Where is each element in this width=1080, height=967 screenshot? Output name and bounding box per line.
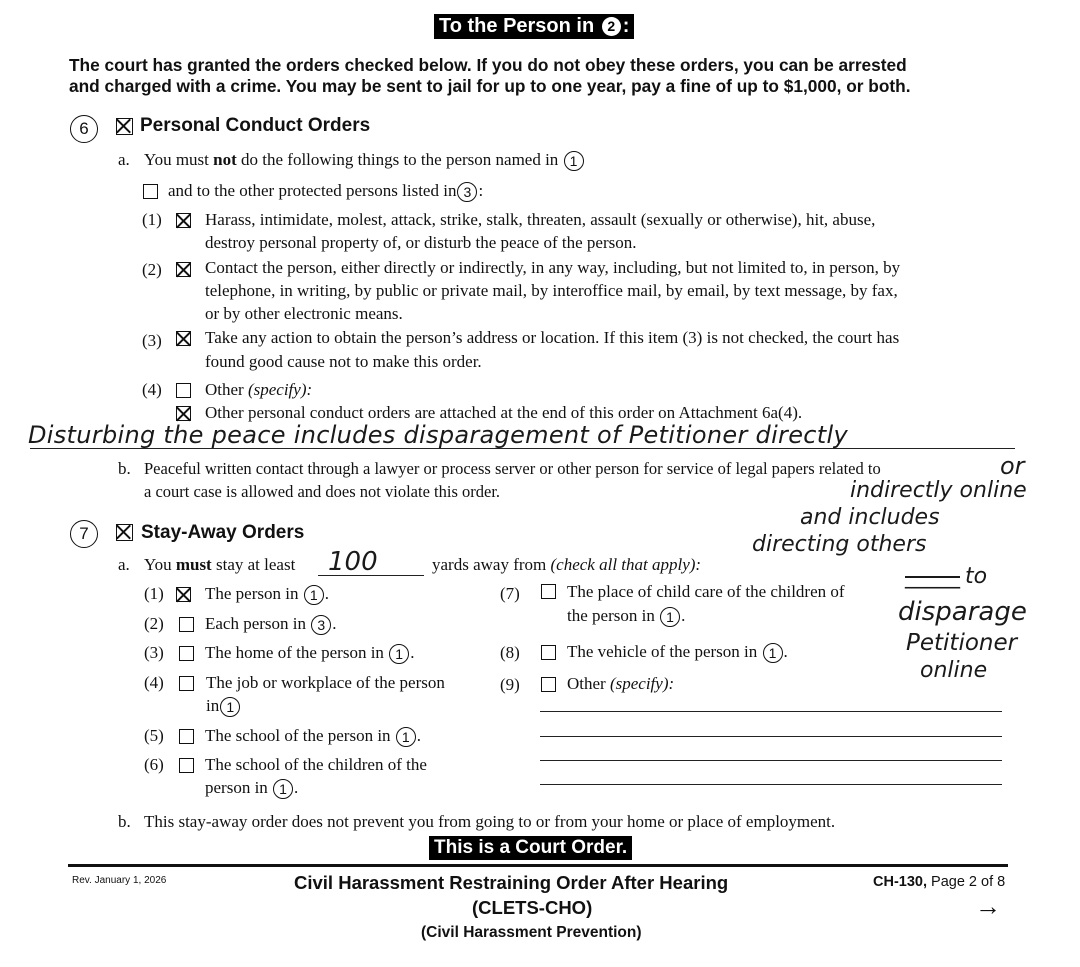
item-7a4-checkbox[interactable] bbox=[179, 676, 194, 695]
to-person-banner bbox=[434, 14, 634, 39]
margin-note-line-6: Petitioner bbox=[906, 630, 1018, 656]
section-6-checkbox[interactable] bbox=[116, 118, 133, 139]
section-6b-label: b. bbox=[118, 459, 131, 478]
item-6a1-number: (1) bbox=[142, 210, 162, 229]
margin-note-or: or bbox=[1000, 452, 1025, 480]
banner-prefix: To the Person in bbox=[439, 15, 595, 37]
margin-note-strikeout: _____ bbox=[905, 564, 960, 589]
item-7a3-text: The home of the person in 1 . bbox=[205, 643, 415, 662]
banner-person-number: 2 bbox=[602, 17, 621, 36]
margin-note-line-7: online bbox=[920, 658, 988, 683]
item-6a2-text-2: telephone, in writing, by public or private mail, by interoffice mail, by email, by text message, by fax, bbox=[205, 281, 898, 300]
item-7a7-text-2: the person in 1 . bbox=[567, 606, 686, 625]
section-7a-text-post: yards away from (check all that apply): bbox=[432, 555, 702, 574]
item-6a2-number: (2) bbox=[142, 260, 162, 279]
section-6b-text-2: a court case is allowed and does not violate this order. bbox=[144, 482, 501, 501]
item-7a6-checkbox[interactable] bbox=[179, 758, 194, 777]
item-7a2-text: Each person in 3 . bbox=[205, 614, 337, 633]
ref-person-3: 3 bbox=[457, 182, 477, 202]
section-6b-text-1: Peaceful written contact through a lawyer or process server or other person for service of legal papers related to bbox=[144, 459, 881, 478]
item-7a9-number: (9) bbox=[500, 675, 520, 694]
revision-date: Rev. January 1, 2026 bbox=[72, 875, 167, 886]
item-7a3-checkbox[interactable] bbox=[179, 646, 194, 665]
page-indicator bbox=[873, 874, 1005, 890]
item-7a1-checkbox[interactable] bbox=[176, 587, 191, 606]
item-7a7-number: (7) bbox=[500, 584, 520, 603]
item-7a4-text-1: The job or workplace of the person bbox=[206, 673, 445, 692]
section-7-number: 7 bbox=[70, 520, 98, 548]
other-protected-text: and to the other protected persons listed in 3 : bbox=[168, 181, 484, 200]
section-6a-text: You must not do the following things to the person named in 1 bbox=[144, 150, 585, 171]
margin-note-line-4: to bbox=[965, 564, 988, 589]
other-protected-checkbox[interactable] bbox=[143, 184, 158, 203]
form-title-3: (Civil Harassment Prevention) bbox=[421, 924, 642, 941]
item-7a6-text-2: person in 1 . bbox=[205, 778, 299, 797]
item-6a4-text: Other (specify): bbox=[205, 380, 313, 399]
item-7a2-checkbox[interactable] bbox=[179, 617, 194, 636]
item-7a5-number: (5) bbox=[144, 726, 164, 745]
item-6a3-text-1: Take any action to obtain the person’s address or location. If this item (3) is not checked, the court has bbox=[205, 328, 900, 347]
item-7a4-number: (4) bbox=[144, 673, 164, 692]
section-6a-label: a. bbox=[118, 150, 130, 169]
form-id: CH-130, bbox=[873, 874, 927, 890]
margin-note-line-3: directing others bbox=[752, 532, 927, 557]
other-specify-line-3[interactable] bbox=[540, 760, 1002, 761]
item-6a1-text-2: destroy personal property of, or disturb the peace of the person. bbox=[205, 233, 637, 252]
form-title-1: Civil Harassment Restraining Order After Hearing bbox=[294, 872, 729, 893]
other-specify-line-1[interactable] bbox=[540, 711, 1002, 712]
item-7a9-text: Other (specify): bbox=[567, 674, 675, 693]
item-6a3-text-2: found good cause not to make this order. bbox=[205, 352, 482, 371]
handwritten-conduct-note: Disturbing the peace includes disparagement of Petitioner directly bbox=[28, 421, 848, 449]
section-7b-label: b. bbox=[118, 812, 131, 831]
item-6a3-number: (3) bbox=[142, 331, 162, 350]
handwritten-underline bbox=[30, 448, 1015, 449]
item-6a4-checkbox[interactable] bbox=[176, 383, 191, 402]
banner-suffix: : bbox=[622, 15, 630, 37]
page-number: Page 2 of 8 bbox=[931, 874, 1006, 890]
warning-line-1: The court has granted the orders checked below. If you do not obey these orders, you can be arrested bbox=[69, 55, 907, 75]
court-order-banner: This is a Court Order. bbox=[429, 836, 632, 860]
item-7a4-text-2: in 1 bbox=[206, 696, 241, 717]
item-7a7-text-1: The place of child care of the children of bbox=[567, 582, 845, 601]
item-7a9-checkbox[interactable] bbox=[541, 677, 556, 696]
stay-away-distance[interactable]: 100 bbox=[328, 547, 378, 577]
ref-person-1: 1 bbox=[564, 151, 584, 171]
section-7b-text: This stay-away order does not prevent you from going to or from your home or place of employment. bbox=[144, 812, 836, 831]
section-7a-label: a. bbox=[118, 555, 130, 574]
item-6a1-text-1: Harass, intimidate, molest, attack, strike, stalk, threaten, assault (sexually or otherwise), hit, abuse, bbox=[205, 210, 876, 229]
item-6a2-text-3: or by other electronic means. bbox=[205, 304, 403, 323]
section-7-title: Stay-Away Orders bbox=[141, 522, 305, 543]
section-7a-text-pre: You must stay at least bbox=[144, 555, 296, 574]
margin-note-line-5: disparage bbox=[898, 597, 1027, 627]
item-6a2-text-1: Contact the person, either directly or indirectly, in any way, including, but not limited to, in person, by bbox=[205, 258, 901, 277]
item-7a6-text-1: The school of the children of the bbox=[205, 755, 427, 774]
footer-rule bbox=[68, 864, 1008, 867]
item-7a1-number: (1) bbox=[144, 584, 164, 603]
form-title-2: (CLETS-CHO) bbox=[472, 897, 593, 918]
item-7a8-number: (8) bbox=[500, 643, 520, 662]
next-page-arrow-icon[interactable]: → bbox=[975, 891, 1001, 921]
item-7a5-checkbox[interactable] bbox=[179, 729, 194, 748]
other-specify-line-4[interactable] bbox=[540, 784, 1002, 785]
item-6a1-checkbox[interactable] bbox=[176, 213, 191, 232]
item-7a2-number: (2) bbox=[144, 614, 164, 633]
item-6a2-checkbox[interactable] bbox=[176, 262, 191, 281]
item-7a8-checkbox[interactable] bbox=[541, 645, 556, 664]
item-7a8-text: The vehicle of the person in 1 . bbox=[567, 642, 788, 661]
item-7a3-number: (3) bbox=[144, 643, 164, 662]
item-6a4-number: (4) bbox=[142, 380, 162, 399]
distance-underline bbox=[318, 575, 424, 576]
margin-note-line-1: indirectly online bbox=[850, 478, 1027, 503]
section-6-title: Personal Conduct Orders bbox=[140, 115, 371, 136]
warning-line-2: and charged with a crime. You may be sent to jail for up to one year, pay a fine of up to $1,000, or both. bbox=[69, 76, 911, 96]
margin-note-line-2: and includes bbox=[800, 505, 940, 530]
item-7a6-number: (6) bbox=[144, 755, 164, 774]
item-7a1-text: The person in 1 . bbox=[205, 584, 329, 603]
other-specify-line-2[interactable] bbox=[540, 736, 1002, 737]
item-7a7-checkbox[interactable] bbox=[541, 584, 556, 603]
attachment-text: Other personal conduct orders are attached at the end of this order on Attachment 6a(4). bbox=[205, 403, 803, 422]
section-6-number: 6 bbox=[70, 115, 98, 143]
item-6a3-checkbox[interactable] bbox=[176, 331, 191, 350]
item-7a5-text: The school of the person in 1 . bbox=[205, 726, 422, 745]
section-7-checkbox[interactable] bbox=[116, 524, 133, 545]
